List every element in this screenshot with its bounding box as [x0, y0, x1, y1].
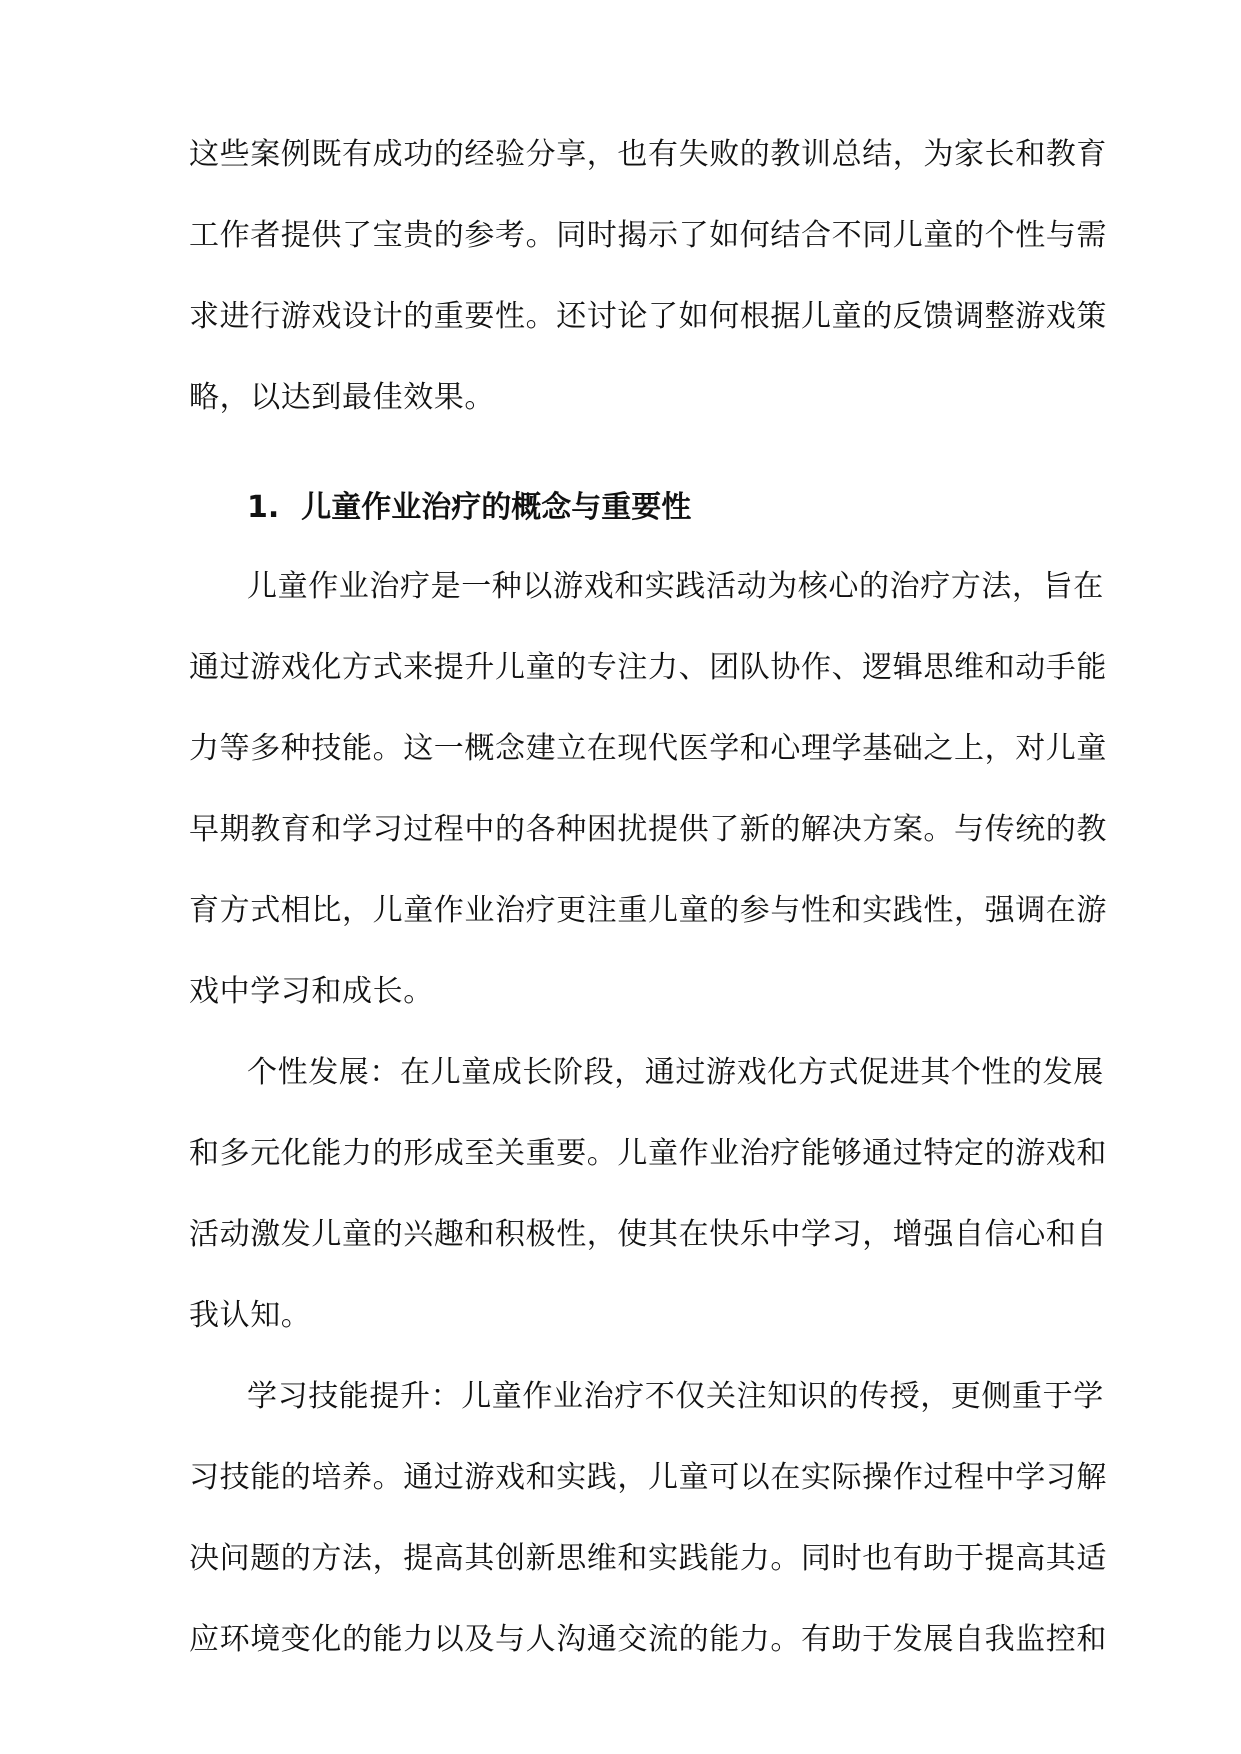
para3-line-1: 学习技能提升：儿童作业治疗不仅关注知识的传授，更侧重于学: [247, 1379, 1104, 1414]
para3-line-4: 应环境变化的能力以及与人沟通交流的能力。有助于发展自我监控和: [189, 1622, 1107, 1657]
para1-line-5: 育方式相比，儿童作业治疗更注重儿童的参与性和实践性，强调在游: [189, 893, 1107, 928]
intro-line-3: 求进行游戏设计的重要性。还讨论了如何根据儿童的反馈调整游戏策: [189, 299, 1107, 334]
section-heading: [247, 478, 691, 538]
intro-line-1: 这些案例既有成功的经验分享，也有失败的教训总结，为家长和教育: [189, 137, 1107, 172]
intro-line-4: 略，以达到最佳效果。: [189, 380, 495, 415]
para1-line-6: 戏中学习和成长。: [189, 974, 434, 1009]
para2-line-1: 个性发展：在儿童成长阶段，通过游戏化方式促进其个性的发展: [247, 1055, 1104, 1090]
section-title: 儿童作业治疗的概念与重要性: [301, 490, 692, 525]
para2-line-3: 活动激发儿童的兴趣和积极性，使其在快乐中学习，增强自信心和自: [189, 1217, 1107, 1252]
para3-line-2: 习技能的培养。通过游戏和实践，儿童可以在实际操作过程中学习解: [189, 1460, 1107, 1495]
para2-line-2: 和多元化能力的形成至关重要。儿童作业治疗能够通过特定的游戏和: [189, 1136, 1107, 1171]
section-number: 1.: [247, 490, 280, 525]
para1-line-2: 通过游戏化方式来提升儿童的专注力、团队协作、逻辑思维和动手能: [189, 650, 1107, 685]
para1-line-1: 儿童作业治疗是一种以游戏和实践活动为核心的治疗方法，旨在: [247, 569, 1104, 604]
para2-line-4: 我认知。: [189, 1298, 312, 1333]
intro-line-2: 工作者提供了宝贵的参考。同时揭示了如何结合不同儿童的个性与需: [189, 218, 1107, 253]
para3-line-3: 决问题的方法，提高其创新思维和实践能力。同时也有助于提高其适: [189, 1541, 1107, 1576]
para1-line-3: 力等多种技能。这一概念建立在现代医学和心理学基础之上，对儿童: [189, 731, 1107, 766]
para1-line-4: 早期教育和学习过程中的各种困扰提供了新的解决方案。与传统的教: [189, 812, 1107, 847]
